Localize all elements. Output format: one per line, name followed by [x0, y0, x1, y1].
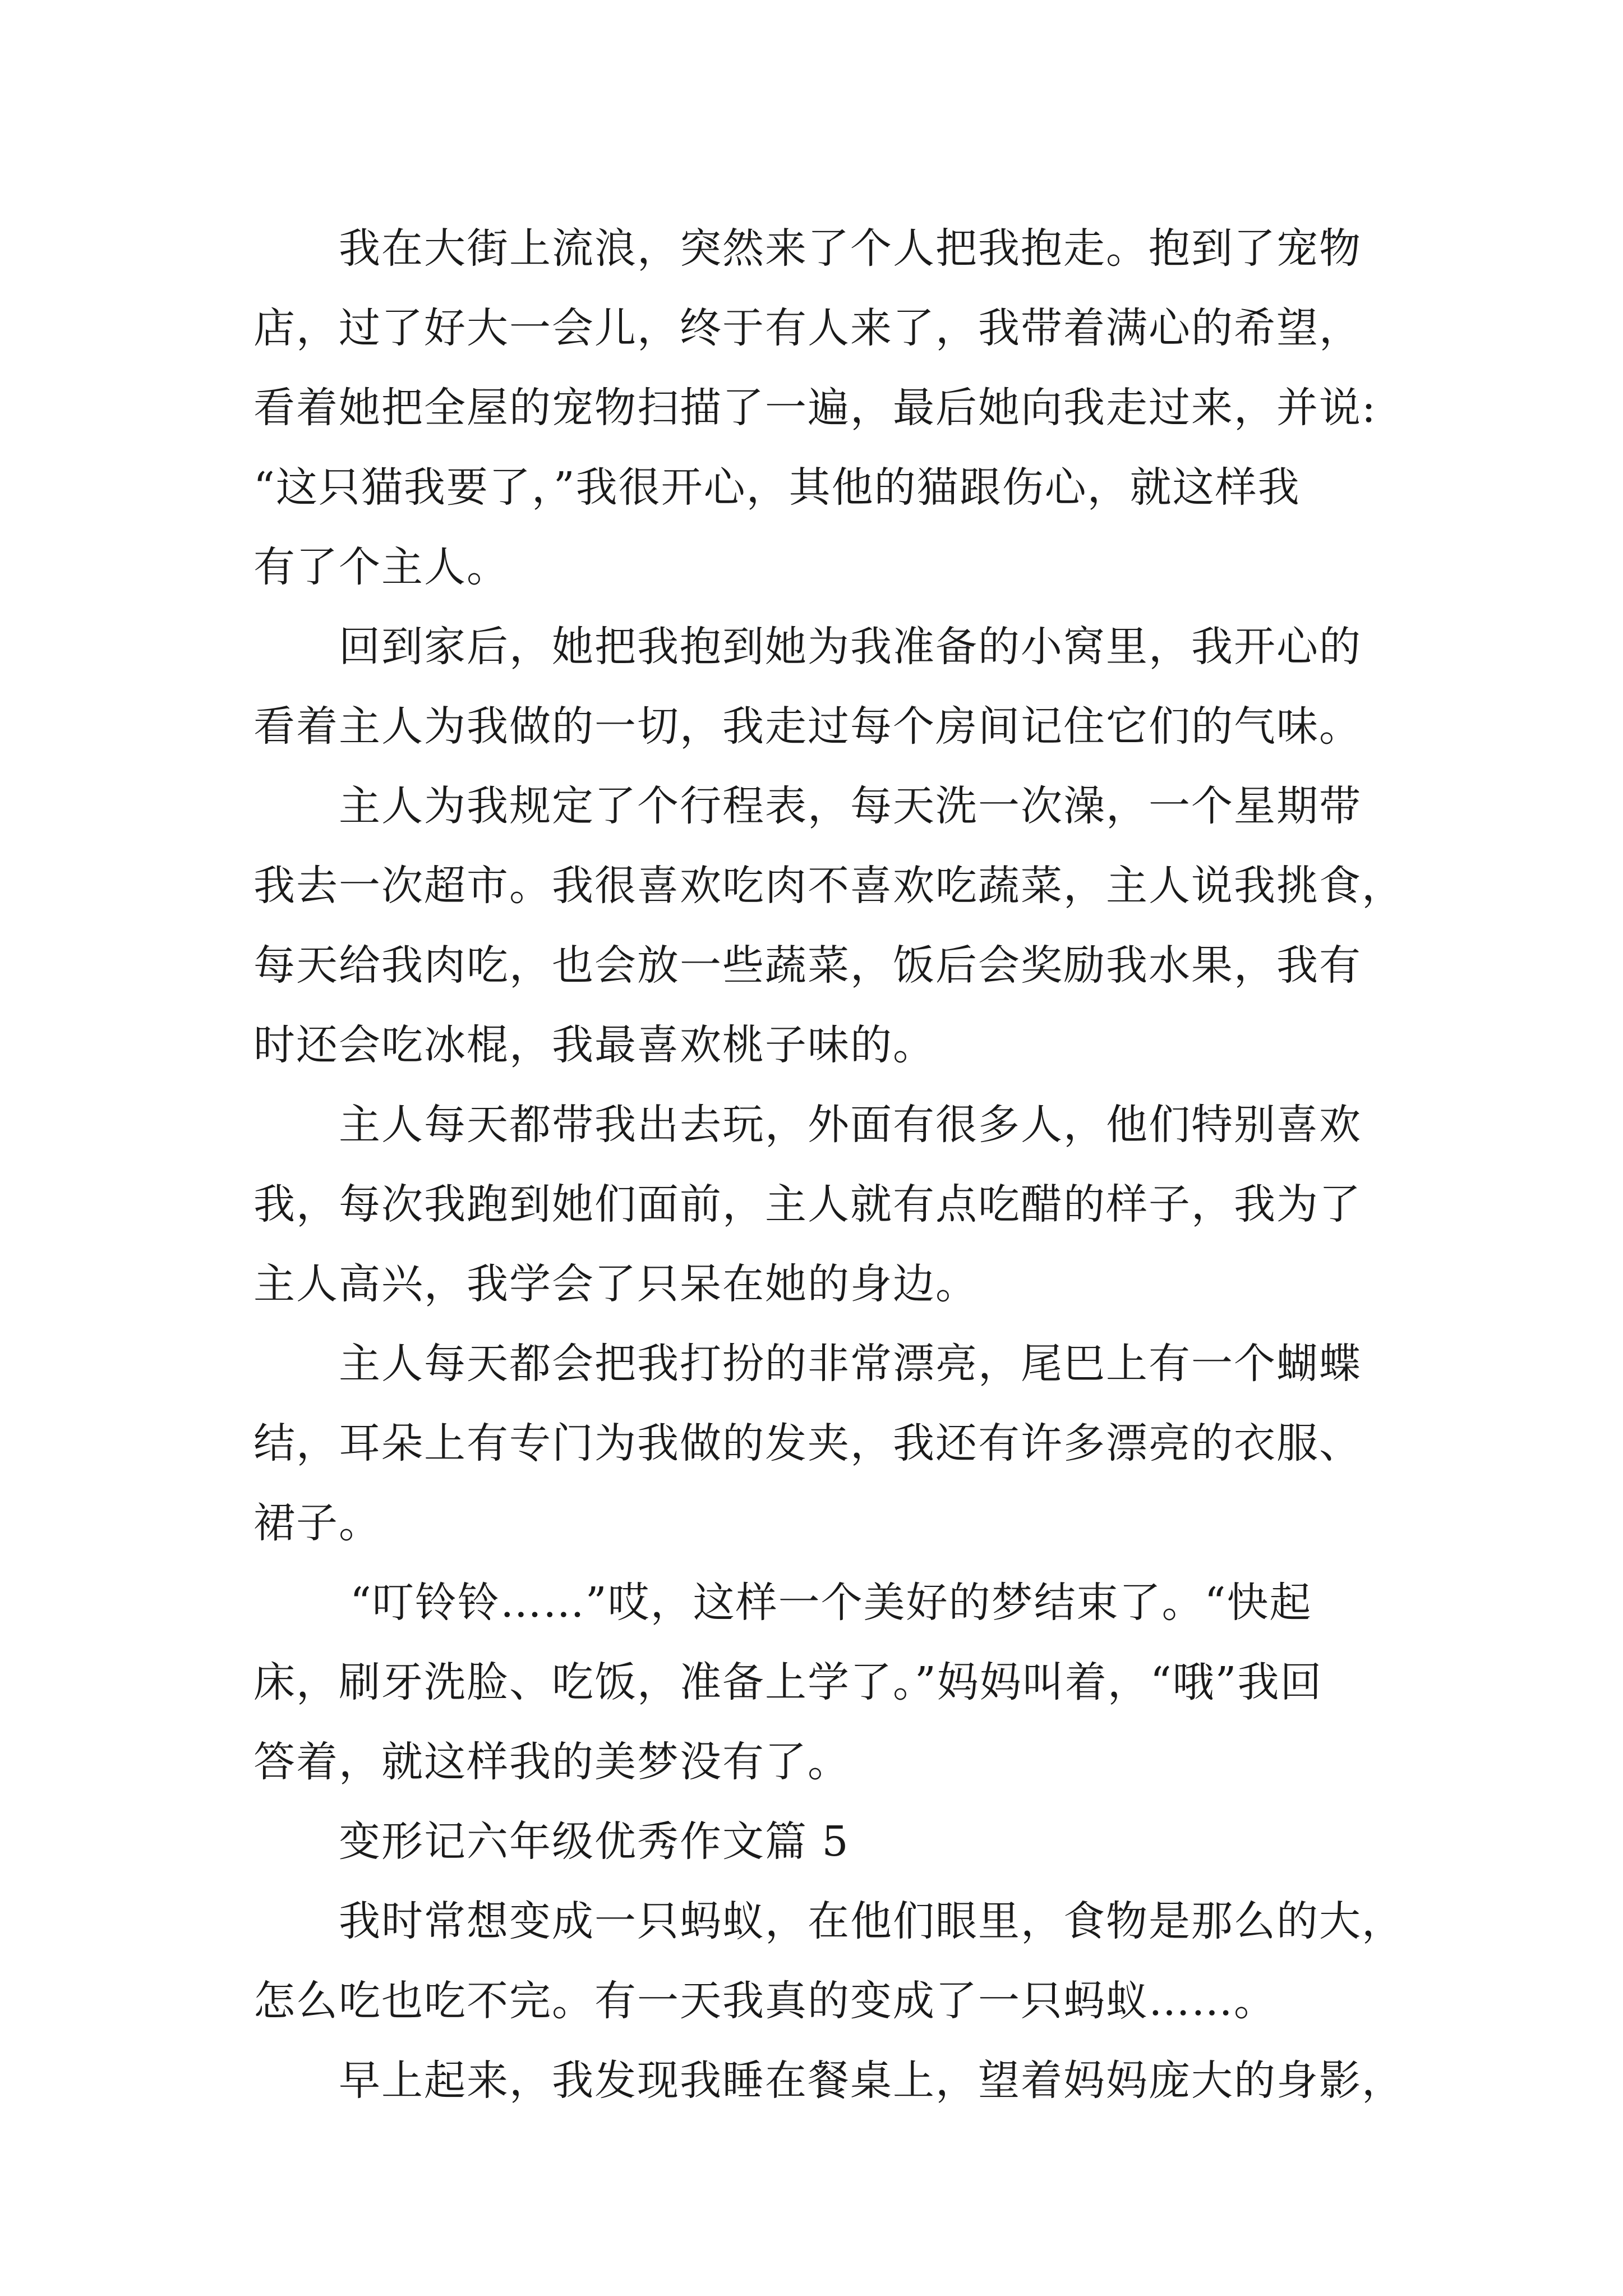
section-heading: 变形记六年级优秀作文篇 5: [339, 1818, 850, 1866]
paragraph-line: 主人为我规定了个行程表，每天洗一次澡，一个星期带: [339, 782, 1362, 830]
paragraph-line: 店，过了好大一会儿，终于有人来了，我带着满心的希望，: [253, 304, 1362, 352]
paragraph-line: 主人每天都会把我打扮的非常漂亮，尾巴上有一个蝴蝶: [339, 1340, 1362, 1388]
paragraph-line: 裙子。: [253, 1499, 381, 1547]
essay-body: [253, 209, 1404, 2120]
paragraph-line: 主人每天都带我出去玩，外面有很多人，他们特别喜欢: [339, 1101, 1362, 1149]
paragraph-line: 我在大街上流浪，突然来了个人把我抱走。抱到了宠物: [339, 224, 1362, 273]
paragraph-line: 早上起来，我发现我睡在餐桌上，望着妈妈庞大的身影，: [339, 2056, 1404, 2105]
paragraph-line: 每天给我肉吃，也会放一些蔬菜，饭后会奖励我水果，我有: [253, 941, 1362, 990]
paragraph-line: 怎么吃也吃不完。有一天我真的变成了一只蚂蚁……。: [253, 1977, 1276, 2025]
paragraph-line: 有了个主人。: [253, 543, 509, 591]
paragraph-line: 床，刷牙洗脸、吃饭，准备上学了。”妈妈叫着，“哦”我回: [253, 1658, 1323, 1706]
paragraph-line: 看着她把全屋的宠物扫描了一遍，最后她向我走过来，并说:: [253, 384, 1377, 432]
paragraph-line: 主人高兴，我学会了只呆在她的身边。: [253, 1260, 978, 1308]
paragraph-line: 结，耳朵上有专门为我做的发夹，我还有许多漂亮的衣服、: [253, 1419, 1362, 1467]
paragraph-line: 我去一次超市。我很喜欢吃肉不喜欢吃蔬菜，主人说我挑食，: [253, 862, 1404, 910]
paragraph-line: 时还会吃冰棍，我最喜欢桃子味的。: [253, 1021, 935, 1069]
paragraph-line: “这只猫我要了，”我很开心，其他的猫跟伤心，就这样我: [253, 463, 1301, 512]
paragraph-line: 我时常想变成一只蚂蚁，在他们眼里，食物是那么的大，: [339, 1897, 1404, 1945]
paragraph-line: 我，每次我跑到她们面前，主人就有点吃醋的样子，我为了: [253, 1180, 1362, 1228]
paragraph-line: 回到家后，她把我抱到她为我准备的小窝里，我开心的: [339, 623, 1362, 671]
paragraph-line: 答着，就这样我的美梦没有了。: [253, 1738, 850, 1786]
paragraph-line: 看着主人为我做的一切，我走过每个房间记住它们的气味。: [253, 702, 1362, 751]
paragraph-line: “叮铃铃……”哎，这样一个美好的梦结束了。“快起: [350, 1579, 1312, 1627]
